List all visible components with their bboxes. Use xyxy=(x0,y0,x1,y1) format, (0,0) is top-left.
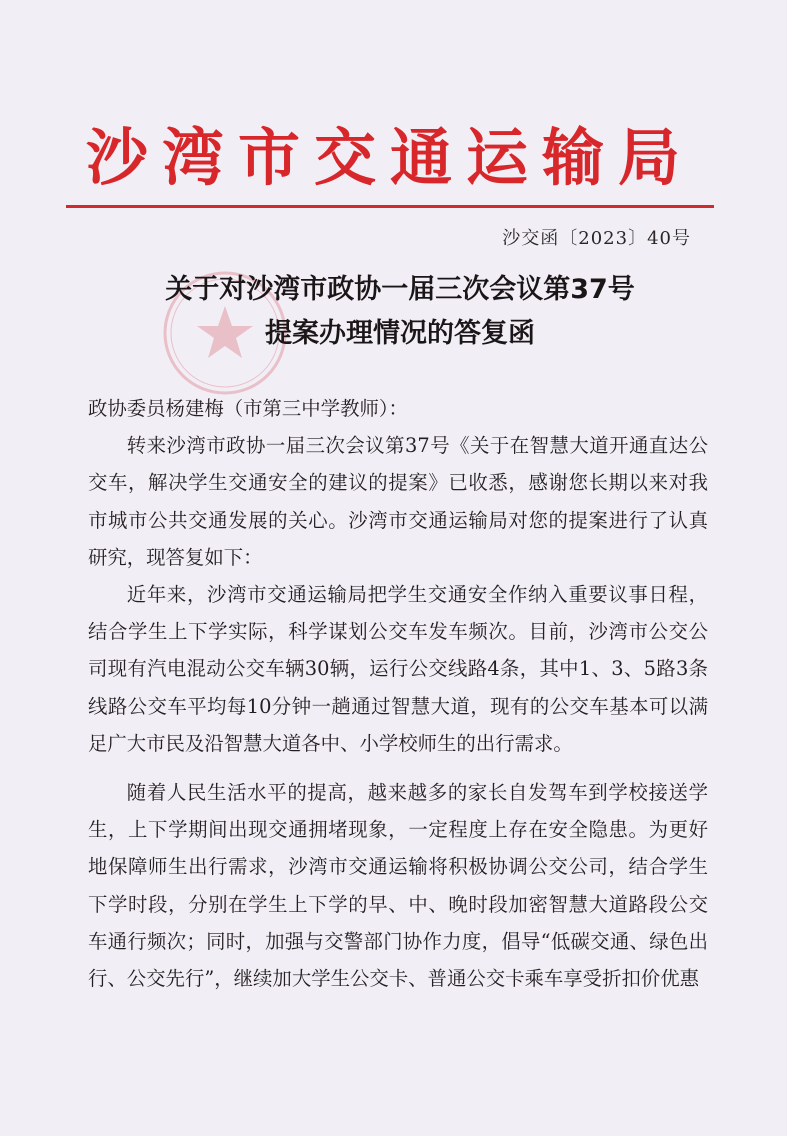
document-title-line-1: 关于对沙湾市政协一届三次会议第37号 xyxy=(165,274,635,305)
body-paragraph-2: 近年来，沙湾市交通运输局把学生交通安全作纳入重要议事日程，结合学生上下学实际，科学谋划公交车发车频次。目前，沙湾市公交公司现有汽电混动公交车辆30辆，运行公交线路4条，其中1、3、5路3条线路公交车平均每10分钟一趟通过智慧大道，现有的公交车基本可以满足广大市民及沿智慧大道各中、小学校师生的出行需求。 xyxy=(88,583,708,755)
letterhead-red-rule xyxy=(66,205,714,208)
document-title xyxy=(60,268,740,356)
organization-letterhead: 沙湾市交通运输局 xyxy=(85,121,694,194)
body-paragraph-1: 转来沙湾市政协一届三次会议第37号《关于在智慧大道开通直达公交车，解决学生交通安全的建议的提案》已收悉，感谢您长期以来对我市城市公共交通发展的关心。沙湾市交通运输局对您的提案进行了认真研究，现答复如下： xyxy=(88,434,708,569)
body-paragraph-3: 随着人民生活水平的提高，越来越多的家长自发驾车到学校接送学生，上下学期间出现交通拥堵现象，一定程度上存在安全隐患。为更好地保障师生出行需求，沙湾市交通运输将积极协调公交公司，结合学生下学时段，分别在学生上下学的早、中、晚时段加密智慧大道路段公交车通行频次；同时，加强与交警部门协作力度，倡导“低碳交通、绿色出行、公交先行”，继续加大学生公交卡、普通公交卡乘车享受折扣价优惠 xyxy=(88,781,708,991)
document-number: 沙交函〔2023〕40号 xyxy=(502,228,691,249)
salutation: 政协委员杨建梅（市第三中学教师）： xyxy=(88,397,408,420)
letter-body xyxy=(88,390,708,1009)
document-title-line-2: 提案办理情况的答复函 xyxy=(265,318,535,349)
